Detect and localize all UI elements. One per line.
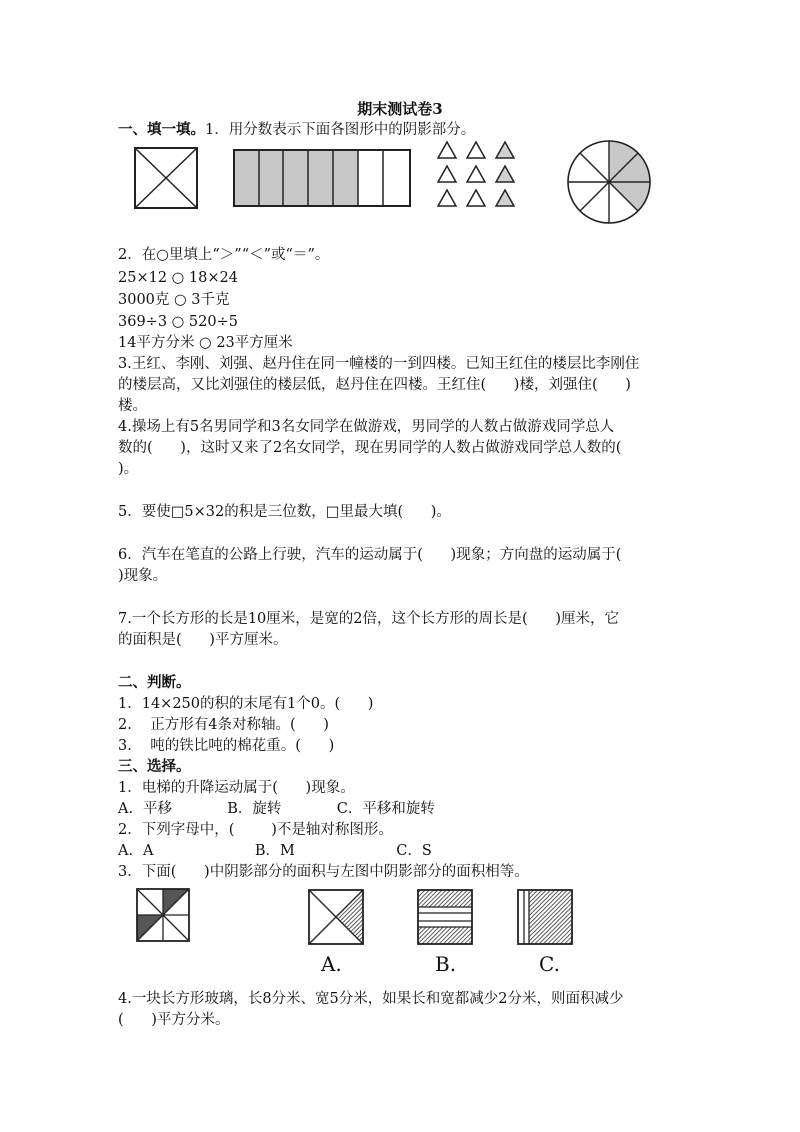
- figure-option-a: [308, 889, 364, 945]
- figure-triangles: [436, 140, 520, 212]
- judge-item: 3. 吨的铁比吨的棉花重。( ): [118, 738, 335, 754]
- q2-item: 25×12 ○ 18×24: [118, 270, 238, 286]
- figure-circle-eighths: [566, 139, 652, 225]
- part1-line: [118, 120, 475, 140]
- choice-q2: 2．下列字母中，( )不是轴对称图形。: [118, 822, 393, 838]
- choice-q3: 3．下面( )中阴影部分的面积与左图中阴影部分的面积相等。: [118, 864, 529, 880]
- q3-line: 的楼层高，又比刘强住的楼层低，赵丹住在四楼。王红住( )楼，刘强住( ): [118, 377, 631, 393]
- q3-line: 楼。: [118, 398, 147, 414]
- q5-text: 5．要使□5×32的积是三位数，□里最大填( )。: [118, 504, 451, 520]
- choice-q1-options: A．平移 B．旋转 C．平移和旋转: [118, 801, 435, 817]
- q4-line: 数的( )，这时又来了2名女同学，现在男同学的人数占做游戏同学总人数的(: [118, 440, 622, 456]
- q2-text: 2．在○里填上“＞”“＜”或“＝”。: [118, 247, 330, 263]
- q6-line: 6．汽车在笔直的公路上行驶，汽车的运动属于( )现象；方向盘的运动属于(: [118, 547, 622, 563]
- choice-q1: 1．电梯的升降运动属于( )现象。: [118, 780, 355, 796]
- figure-square-x: [134, 147, 198, 209]
- part1-heading: 一、填一填。: [118, 121, 205, 138]
- q1-text: 1．用分数表示下面各图形中的阴影部分。: [205, 122, 476, 138]
- option-b-label: B.: [435, 952, 457, 976]
- page-title: 期末测试卷3: [357, 100, 443, 118]
- choice-q4-line: ( )平方分米。: [118, 1012, 230, 1028]
- part3-heading: 三、选择。: [118, 758, 191, 775]
- figure-option-b: [417, 889, 473, 945]
- q7-line: 7.一个长方形的长是10厘米，是宽的2倍，这个长方形的周长是( )厘米，它: [118, 611, 619, 627]
- q6-line: )现象。: [118, 568, 168, 584]
- q2-item: 14平方分米 ○ 23平方厘米: [118, 335, 293, 351]
- q2-item: 369÷3 ○ 520÷5: [118, 314, 238, 330]
- part2-heading: 二、判断。: [118, 674, 191, 691]
- figure-strip-rectangle: [233, 149, 411, 207]
- judge-item: 1．14×250的积的末尾有1个0。( ): [118, 696, 374, 712]
- option-c-label: C.: [539, 952, 560, 976]
- choice-q2-options: A．A B．M C．S: [118, 843, 432, 859]
- option-a-label: A.: [321, 952, 342, 976]
- q7-line: 的面积是( )平方厘米。: [118, 632, 288, 648]
- figure-option-c: [517, 889, 573, 945]
- q3-line: 3.王红、李刚、刘强、赵丹住在同一幢楼的一到四楼。已知王红住的楼层比李刚住: [118, 356, 640, 372]
- q4-line: 4.操场上有5名男同学和3名女同学在做游戏，男同学的人数占做游戏同学总人: [118, 419, 615, 435]
- choice-q4-line: 4.一块长方形玻璃，长8分米、宽5分米，如果长和宽都减少2分米，则面积减少: [118, 991, 624, 1007]
- q4-line: )。: [118, 461, 139, 477]
- figure-reference-square: [136, 888, 190, 942]
- q2-item: 3000克 ○ 3千克: [118, 292, 230, 308]
- judge-item: 2. 正方形有4条对称轴。( ): [118, 717, 329, 733]
